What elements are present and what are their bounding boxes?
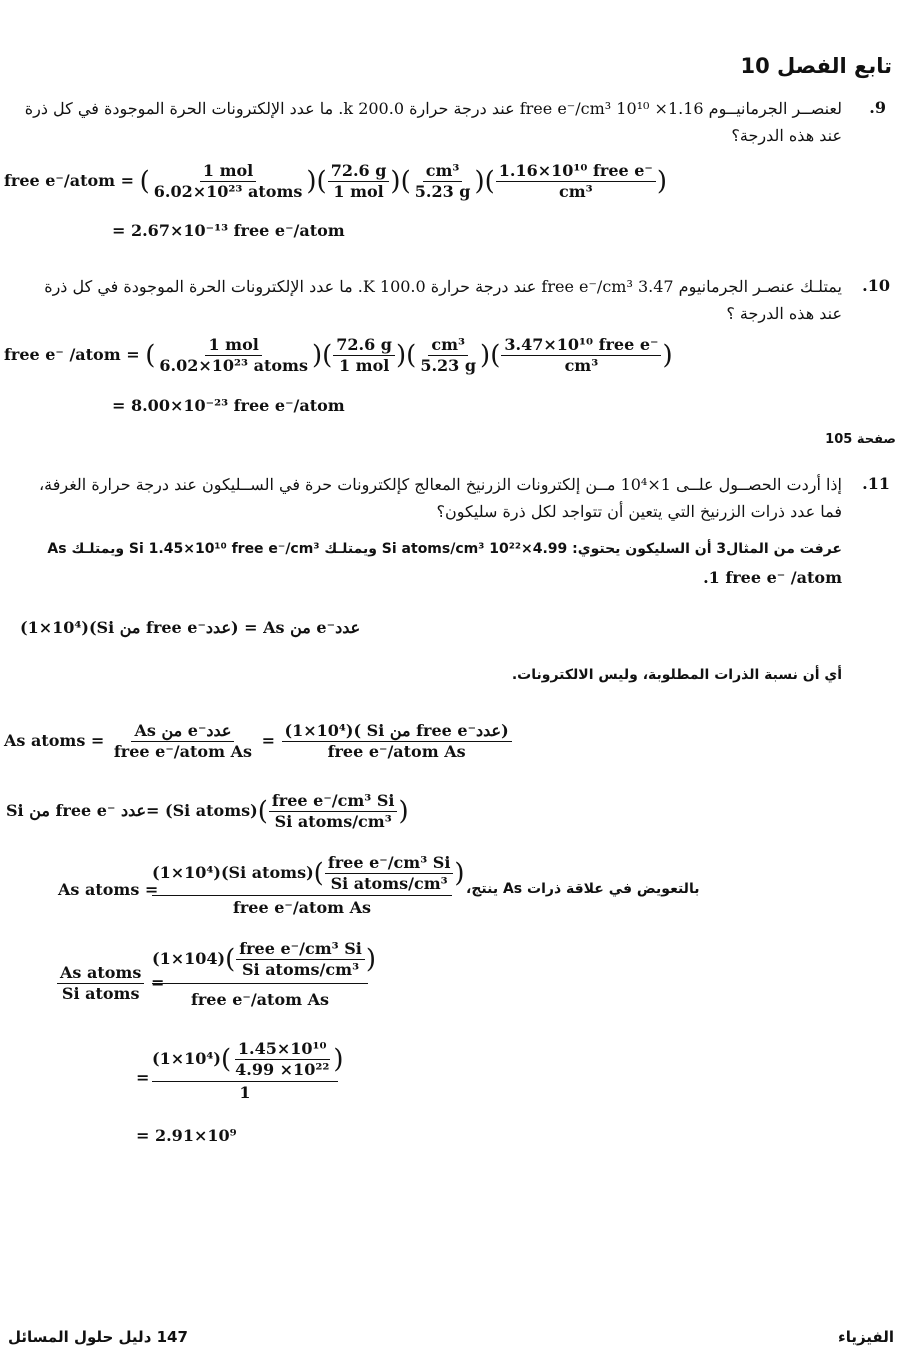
q11-eq3-lhs: Si من free e⁻ عدد= (Si atoms)	[6, 801, 258, 820]
q11-eq5-numerator: (1×104)( $\frac{\text{free e⁻/cm³ Si}}{\text{Si atoms/cm³}}$ )	[152, 940, 368, 984]
q11-eq6-inner	[232, 1040, 332, 1079]
q11-known-line1: عرفت من المثال3 أن السليكون يحتوي: 4.99×10²² Si atoms/cm³ ويمتلـك Si 1.45×10¹⁰ free e⁻/cm³ ويمتلـك As	[47, 541, 842, 557]
q11-eq6-equals: =	[136, 1068, 150, 1087]
q9-fraction-3	[412, 162, 474, 201]
q11-eq6-inner-den: 4.99 ×10²²	[235, 1060, 330, 1079]
q11-eq2-fraction-1	[111, 722, 255, 761]
q11-eq5-inner-num: free e⁻/cm³ Si	[236, 940, 365, 960]
q10-f3-den: 5.23 g	[420, 356, 477, 375]
q11-eq6-numerator: (1×10⁴)( $\frac{\text{1.45×10¹⁰}}{\text{4.99 ×10²²}}$ )	[152, 1040, 338, 1082]
q10-text	[2, 273, 842, 327]
q9-equation: free e⁻/atom = ( $\frac{\text{1 mol}}{\text{6.02×10²³ atoms}}$ )( $\frac{72.6 g}{\text{1 mol}}$ )( $\frac{\text{cm³}}{5.23 g}$ )( $\frac{\text{1.16×10¹⁰ free e⁻}}{\text{cm³}}$ )	[4, 161, 668, 201]
q11-eq5-lhs-fraction	[57, 964, 144, 1003]
q9-text	[2, 95, 842, 149]
q10-fraction-2	[333, 336, 395, 375]
q9-f1-num: 1 mol	[200, 162, 256, 182]
q9-fraction-4	[496, 162, 656, 201]
q11-eq1: (1×10⁴)(Si من free e⁻عدد) = As من e⁻عدد	[20, 618, 361, 637]
q10-f1-den: 6.02×10²³ atoms	[159, 356, 308, 375]
q10-number: .10	[862, 276, 890, 295]
q11-eq4-numerator: (1×10⁴)(Si atoms)( $\frac{\text{free e⁻/cm³ Si}}{\text{Si atoms/cm³}}$ )	[152, 854, 452, 896]
q10-f3-num: cm³	[428, 336, 468, 356]
q9-fraction-1	[151, 162, 306, 201]
q11-eq3-num: free e⁻/cm³ Si	[269, 792, 398, 812]
q11-eq4-denominator: free e⁻/atom As	[232, 898, 372, 917]
q11-eq2-equals: =	[261, 731, 275, 750]
q11-eq6-num-pre: (1×10⁴)	[152, 1049, 221, 1068]
q11-note: أي أن نسبة الذرات المطلوبة، وليس الالكترونات.	[511, 667, 842, 683]
chapter-header: تابع الفصل 10	[740, 54, 892, 78]
q11-eq5-equals: =	[150, 973, 165, 992]
footer-guide: 147 دليل حلول المسائل	[8, 1328, 188, 1346]
q11-eq4-inner	[325, 854, 454, 893]
q10-f4-num: 3.47×10¹⁰ free e⁻	[501, 336, 661, 356]
q9-result: = 2.67×10⁻¹³ free e⁻/atom	[112, 221, 345, 240]
q9-f2-num: 72.6 g	[328, 162, 390, 182]
q11-eq5-fraction	[152, 939, 376, 1009]
q9-lhs: free e⁻/atom =	[4, 171, 135, 190]
q11-eq2-f2-num: (1×10⁴)( Si من free e⁻عدد)	[282, 722, 512, 742]
q9-line2: عند هذه الدرجة؟	[731, 126, 842, 145]
q9-f1-den: 6.02×10²³ atoms	[153, 182, 303, 201]
q10-fraction-3	[417, 336, 479, 375]
q9-f4-num: 1.16×10¹⁰ free e⁻	[496, 162, 656, 182]
q11-eq5-denominator: free e⁻/atom As	[190, 990, 330, 1009]
q11-eq5-lhs	[56, 964, 164, 1003]
q11-eq5-inner	[236, 940, 365, 979]
q9-number: .9	[869, 98, 886, 117]
q9-f3-den: 5.23 g	[414, 182, 471, 201]
q11-eq2-fraction-2	[282, 722, 512, 761]
q11-eq6-denominator: 1	[239, 1083, 251, 1102]
q9-fraction-2	[328, 162, 390, 201]
q10-f1-num: 1 mol	[205, 336, 261, 356]
q10-fraction-4	[501, 336, 661, 375]
q11-eq4-label: بالتعويض في علاقة ذرات As ينتج،	[466, 881, 700, 897]
q11-eq4-fraction	[152, 853, 465, 917]
q11-number: .11	[862, 474, 890, 493]
q11-eq4-lhs: As atoms =	[58, 880, 159, 899]
q9-f3-num: cm³	[423, 162, 463, 182]
q10-f2-den: 1 mol	[338, 356, 390, 375]
q11-result: = 2.91×10⁹	[136, 1126, 237, 1145]
q9-f2-den: 1 mol	[333, 182, 384, 201]
q11-eq2-f1-den: free e⁻/atom As	[113, 742, 252, 761]
q11-eq2	[4, 722, 513, 761]
q11-eq3-fraction	[269, 792, 398, 831]
footer-subject: الفيزياء	[838, 1328, 894, 1346]
q11-eq2-f1-num: As من e⁻عدد	[131, 722, 234, 742]
q11-eq5-lhs-num: As atoms	[57, 964, 144, 984]
q11-eq6-fraction	[152, 1039, 344, 1102]
page-reference: صفحة 105	[825, 432, 896, 447]
q10-result: = 8.00×10⁻²³ free e⁻/atom	[112, 396, 345, 415]
q11-eq3: Si من free e⁻ عدد= (Si atoms)( $\frac{\text{free e⁻/cm³ Si}}{\text{Si atoms/cm³}}$ )	[6, 791, 409, 831]
q10-fraction-1	[156, 336, 311, 375]
q11-eq5-lhs-den: Si atoms	[61, 984, 140, 1003]
q11-line1: إذا أردت الحصــول علــى 1×10⁴ مــن إلكترونات الزرنيخ المعالج كإلكترونات حرة في الســليكون عند درجة حرارة الغرفة،	[38, 475, 842, 494]
q9-f4-den: cm³	[558, 182, 593, 201]
q9-line1: لعنصــر الجرمانيــوم 1.16× 10¹⁰ free e⁻/cm³ عند درجة حرارة 200.0 k. ما عدد الإلكترونات الحرة الموجودة في كل ذرة	[24, 99, 842, 118]
q11-eq6-inner-num: 1.45×10¹⁰	[235, 1040, 330, 1060]
q11-eq4-inner-den: Si atoms/cm³	[330, 874, 448, 893]
q10-lhs: free e⁻ /atom =	[4, 345, 140, 364]
q10-line2: عند هذه الدرجة ؟	[726, 304, 842, 323]
q11-eq4-num-pre: (1×10⁴)(Si atoms)	[152, 863, 314, 882]
q11-known-line2: .1 free e⁻ /atom	[703, 568, 842, 587]
q10-f4-den: cm³	[564, 356, 599, 375]
q11-eq4-inner-num: free e⁻/cm³ Si	[325, 854, 454, 874]
q11-eq5-num-pre: (1×104)	[152, 949, 226, 968]
q11-eq2-lhs: As atoms =	[4, 731, 105, 750]
q10-line1: يمتلـك عنصـر الجرمانيوم 3.47 free e⁻/cm³ عند درجة حرارة 100.0 K. ما عدد الإلكترونات الحرة الموجودة في كل ذرة	[44, 277, 842, 296]
q11-eq3-den: Si atoms/cm³	[274, 812, 392, 831]
q11-eq2-f2-den: free e⁻/atom As	[327, 742, 466, 761]
q11-line2: فما عدد ذرات الزرنيخ التي يتعين أن تتواجد لكل ذرة سليكون؟	[436, 502, 842, 521]
q11-eq5-inner-den: Si atoms/cm³	[241, 960, 360, 979]
q11-text	[2, 471, 842, 525]
q10-equation: free e⁻ /atom = ( $\frac{\text{1 mol}}{\text{6.02×10²³ atoms}}$ )( $\frac{72.6 g}{\text{1 mol}}$ )( $\frac{\text{cm³}}{5.23 g}$ )( $\frac{\text{3.47×10¹⁰ free e⁻}}{\text{cm³}}$ )	[4, 335, 673, 375]
q10-f2-num: 72.6 g	[333, 336, 395, 356]
